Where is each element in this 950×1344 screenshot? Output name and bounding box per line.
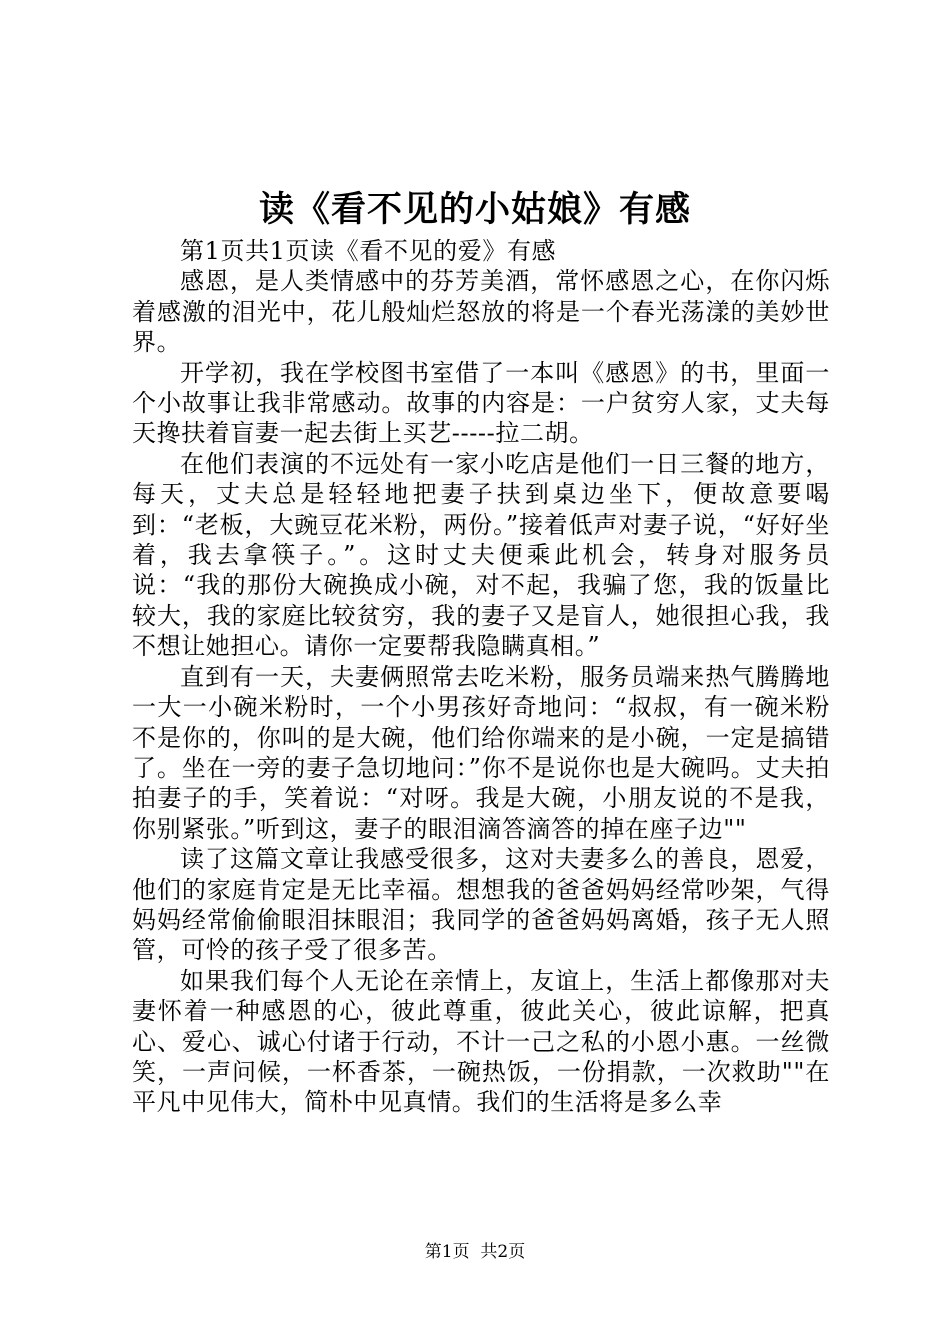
paragraph-intro: 感恩，是人类情感中的芬芳美酒，常怀感恩之心，在你闪烁着感激的泪光中，花儿般灿烂怒放的将是一个春光荡漾的美妙世界。 xyxy=(132,267,830,357)
document-body xyxy=(132,236,830,1118)
paragraph-page-header: 第1页共1页读《看不见的爱》有感 xyxy=(180,237,557,265)
document-title: 读《看不见的小姑娘》有感 xyxy=(258,189,691,230)
page-number-footer: 第1页 共2页 xyxy=(424,1242,526,1262)
paragraph-reflection: 读了这篇文章让我感受很多，这对夫妻多么的善良，恩爱，他们的家庭肯定是无比幸福。想想我的爸爸妈妈经常吵架，气得妈妈经常偷偷眼泪抹眼泪；我同学的爸爸妈妈离婚，孩子无人照管，可怜的孩子受了很多苦。 xyxy=(132,845,830,965)
paragraph-one-day: 直到有一天，夫妻俩照常去吃米粉，服务员端来热气腾腾地一大一小碗米粉时，一个小男孩好奇地问：“叔叔，有一碗米粉不是你的，你叫的是大碗，他们给你端来的是小碗，一定是搞错了。坐在一旁的妻子急切地问：”你不是说你也是大碗吗。丈夫拍拍妻子的手，笑着说：“对呀。我是大碗，小朋友说的不是我，你别紧张。”听到这，妻子的眼泪滴答滴答的掉在座子边"" xyxy=(132,662,830,843)
paragraph-story-start: 开学初，我在学校图书室借了一本叫《感恩》的书，里面一个小故事让我非常感动。故事的内容是：一户贫穷人家，丈夫每天搀扶着盲妻一起去街上买艺-----拉二胡。 xyxy=(132,358,830,448)
paragraph-restaurant: 在他们表演的不远处有一家小吃店是他们一日三餐的地方，每天，丈夫总是轻轻地把妻子扶到桌边坐下，便故意要喝到：“老板，大豌豆花米粉，两份。”接着低声对妻子说，“好好坐着，我去拿筷子。”。这时丈夫便乘此机会，转身对服务员说：“我的那份大碗换成小碗，对不起，我骗了您，我的饭量比较大，我的家庭比较贫穷，我的妻子又是盲人，她很担心我，我不想让她担心。请你一定要帮我隐瞒真相。” xyxy=(132,449,830,661)
paragraph-conclusion: 如果我们每个人无论在亲情上，友谊上，生活上都像那对夫妻怀着一种感恩的心，彼此尊重，彼此关心，彼此谅解，把真心、爱心、诚心付诸于行动，不计一己之私的小恩小惠。一丝微笑，一声问候，一杯香茶，一碗热饭，一份捐款，一次救助""在平凡中见伟大，简朴中见真情。我们的生活将是多么幸 xyxy=(132,966,830,1117)
